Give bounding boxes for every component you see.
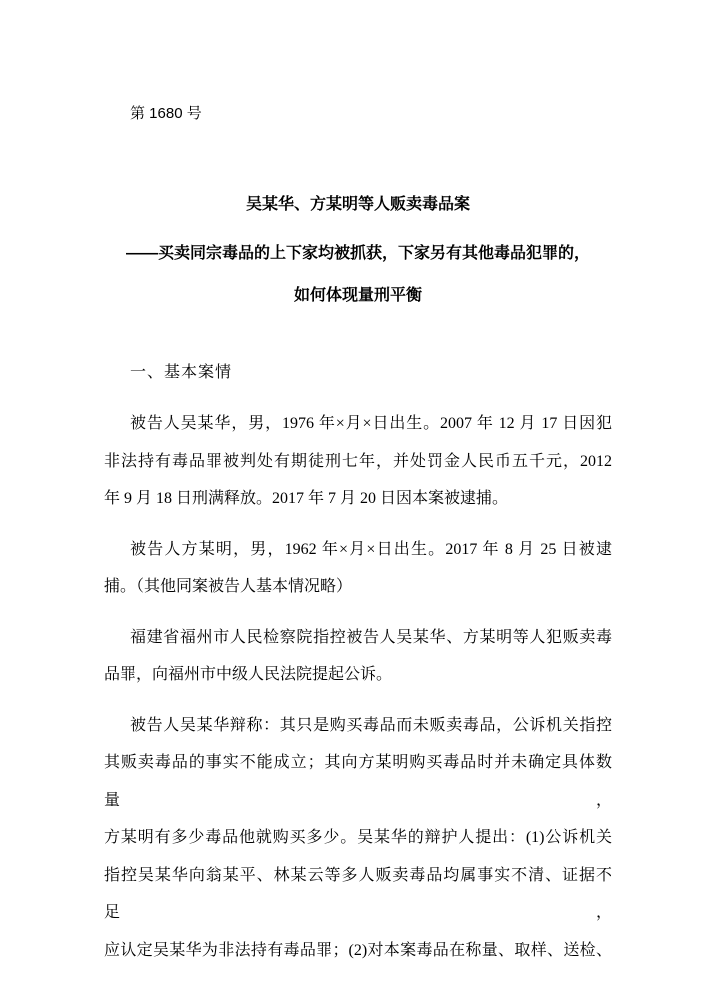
case-subtitle-line-2: 如何体现量刑平衡 bbox=[293, 287, 422, 304]
case-subtitle-line-1: ——买卖同宗毒品的上下家均被抓获，下家另有其他毒品犯罪的， bbox=[125, 245, 590, 262]
section-heading-basic-facts: 一、基本案情 bbox=[130, 364, 233, 381]
body-line: 被告人吴某华辩称：其只是购买毒品而未贩卖毒品，公诉机关指控 bbox=[130, 716, 612, 734]
body-line: 被告人方某明，男，1962 年×月×日出生。2017 年 8 月 25 日被逮 bbox=[130, 540, 612, 558]
case-subtitle bbox=[104, 233, 612, 317]
case-number: 第 1680 号 bbox=[130, 105, 202, 122]
body-line: 方某明有多少毒品他就购买多少。吴某华的辩护人提出：(1)公诉机关 bbox=[104, 829, 612, 846]
body-line: 福建省福州市人民检察院指控被告人吴某华、方某明等人犯贩卖毒 bbox=[130, 628, 612, 646]
body-line: 品罪，向福州市中级人民法院提起公诉。 bbox=[104, 666, 393, 683]
paragraph-defendant-fang bbox=[104, 531, 612, 606]
body-line: 指控吴某华向翁某平、林某云等多人贩卖毒品均属事实不清、证据不足， bbox=[104, 866, 612, 921]
paragraph-defense-arguments bbox=[104, 707, 612, 970]
body-line: 其贩卖毒品的事实不能成立；其向方某明购买毒品时并未确定具体数量， bbox=[104, 754, 612, 809]
body-line: 年 9 月 18 日刑满释放。2017 年 7 月 20 日因本案被逮捕。 bbox=[104, 490, 509, 507]
body-line: 被告人吴某华，男，1976 年×月×日出生。2007 年 12 月 17 日因犯 bbox=[130, 415, 612, 432]
case-title: 吴某华、方某明等人贩卖毒品案 bbox=[245, 196, 470, 213]
body-line: 捕。（其他同案被告人基本情况略） bbox=[104, 578, 353, 595]
body-line: 应认定吴某华为非法持有毒品罪；(2)对本案毒品在称量、取样、送检、 bbox=[104, 941, 612, 959]
body-line: 非法持有毒品罪被判处有期徒刑七年，并处罚金人民币五千元，2012 bbox=[104, 452, 612, 470]
paragraph-defendant-wu bbox=[104, 405, 612, 518]
paragraph-prosecution bbox=[104, 619, 612, 694]
